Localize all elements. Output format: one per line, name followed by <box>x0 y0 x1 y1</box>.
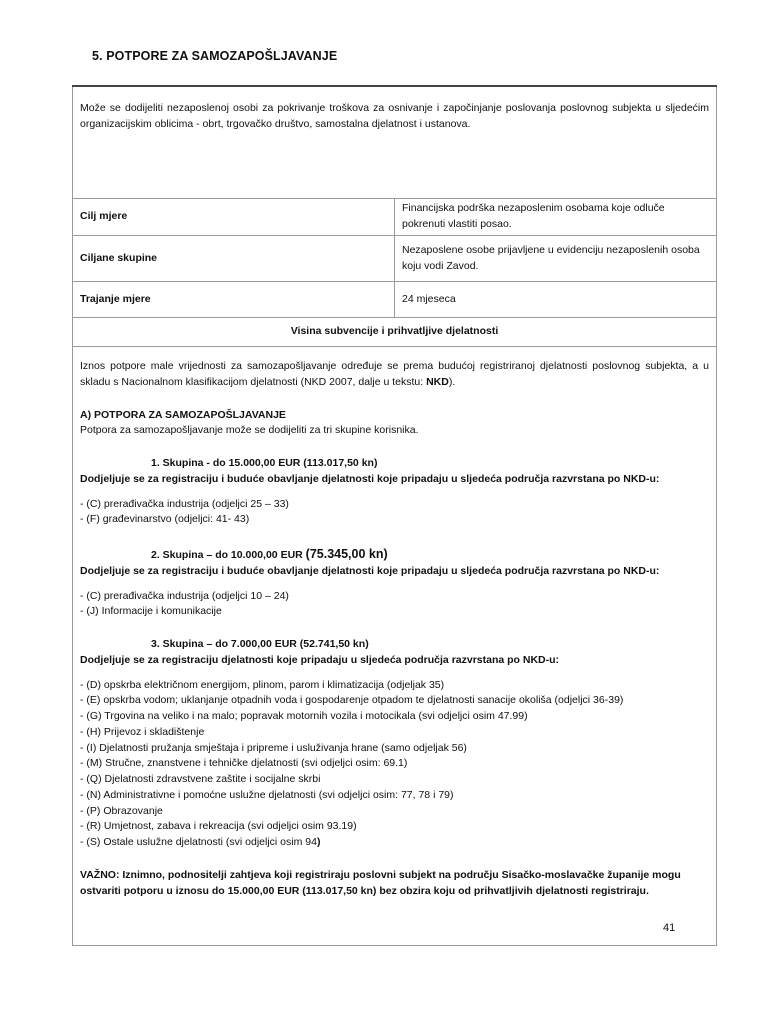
list-item: - (E) opskrba vodom; uklanjanje otpadnih voda i gospodarenje otpadom te djelatnosti sanacije okoliša (odjeljci 36-39) <box>80 694 624 707</box>
measure-table <box>72 85 717 946</box>
row-value: Nezaposlene osobe prijavljene u evidenciju nezaposlenih osoba koju vodi Zavod. <box>395 236 717 282</box>
group2-title-text: 2. Skupina – do 10.000,00 EUR <box>151 549 306 561</box>
row-value: Financijska podrška nezaposlenim osobama koje odluče pokrenuti vlastiti posao. <box>395 199 717 236</box>
list-item <box>80 835 709 851</box>
intro-text: Može se dodijeliti nezaposlenoj osobi za pokrivanje troškova za osnivanje i započinjanje poslovanja poslovnog subjekta u sljedećim organizacijskim oblicima - obrt, trgovačko društvo, samostalna djelatnost i ustanova. <box>80 102 709 130</box>
row-label: Trajanje mjere <box>73 282 395 318</box>
row-label: Ciljane skupine <box>73 236 395 282</box>
group2-desc: Dodjeljuje se za registraciju i buduće obavljanje djelatnosti koje pripadaju u sljedeća područja razvrstana po NKD-u: <box>80 564 660 577</box>
table-row <box>73 199 717 236</box>
table-row <box>73 236 717 282</box>
group2-title <box>80 545 709 564</box>
nkd-abbrev: NKD <box>426 375 449 388</box>
list-item: - (P) Obrazovanje <box>80 804 163 817</box>
group3-list <box>80 678 709 851</box>
list-item: - (R) Umjetnost, zabava i rekreacija (svi odjeljci osim 93.19) <box>80 820 357 833</box>
intro-paragraph-text: Iznos potpore male vrijednosti za samozapošljavanje određuje se prema budućoj registriranoj djelatnosti poslovnog subjekta, a u skladu s Nacionalnom klasifikacijom djelatnosti (NKD 2007, dalje u tekstu: <box>80 360 709 388</box>
list-item: - (D) opskrba električnom energijom, plinom, parom i klimatizacija (odjeljak 35) <box>80 678 445 691</box>
intro-paragraph-end: ). <box>448 375 456 388</box>
page-title: 5. POTPORE ZA SAMOZAPOŠLJAVANJE <box>92 49 338 63</box>
list-item: - (C) prerađivačka industrija (odjeljci 10 – 24) <box>80 589 289 602</box>
important-note: VAŽNO: Iznimno, podnositelji zahtjeva koji registriraju poslovni subjekt na području Sisačko-moslavačke županije mogu ostvariti potporu u iznosu do 15.000,00 EUR (113.017,50 kn) bez obzira koju od prihvatljivih djelatnosti registriraju. <box>80 868 681 897</box>
section-header-row <box>73 318 717 347</box>
group1-list <box>80 497 709 529</box>
intro-paragraph <box>80 359 709 391</box>
list-item: - (M) Stručne, znanstvene i tehničke djelatnosti (svi odjeljci osim: 69.1) <box>80 757 408 770</box>
table-row <box>73 282 717 318</box>
list-item: - (I) Djelatnosti pružanja smještaja i pripreme i usluživanja hrane (samo odjeljak 56) <box>80 741 467 754</box>
list-item: - (C) prerađivačka industrija (odjeljci 25 – 33) <box>80 497 289 510</box>
section-header: Visina subvencije i prihvatljive djelatnosti <box>73 318 717 347</box>
group1-desc: Dodjeljuje se za registraciju i buduće obavljanje djelatnosti koje pripadaju u sljedeća područja razvrstana po NKD-u: <box>80 472 660 485</box>
group3-desc: Dodjeljuje se za registraciju djelatnosti koje pripadaju u sljedeća područja razvrstana po NKD-u: <box>80 653 560 666</box>
subtitle-a: Potpora za samozapošljavanje može se dodijeliti za tri skupine korisnika. <box>80 424 419 437</box>
main-content-cell <box>73 347 717 946</box>
group3-title: 3. Skupina – do 7.000,00 EUR (52.741,50 kn) <box>151 638 369 650</box>
list-item: - (Q) Djelatnosti zdravstvene zaštite i socijalne skrbi <box>80 773 321 785</box>
list-item-text: - (S) Ostale uslužne djelatnosti (svi odjeljci osim 94 <box>80 836 317 848</box>
intro-cell <box>73 86 717 199</box>
list-item: - (H) Prijevoz i skladištenje <box>80 725 205 738</box>
list-item: - (F) građevinarstvo (odjeljci: 41- 43) <box>80 513 250 526</box>
list-item: - (J) Informacije i komunikacije <box>80 605 222 618</box>
heading-a: A) POTPORA ZA SAMOZAPOŠLJAVANJE <box>80 408 286 421</box>
group1-title: 1. Skupina - do 15.000,00 EUR (113.017,50 kn) <box>151 457 378 469</box>
page-number: 41 <box>663 922 676 934</box>
row-label: Cilj mjere <box>73 199 395 236</box>
group2-title-kn: (75.345,00 kn) <box>305 547 388 561</box>
group2-list <box>80 589 709 621</box>
list-item: - (N) Administrativne i pomoćne uslužne djelatnosti (svi odjeljci osim: 77, 78 i 79) <box>80 788 454 801</box>
row-value: 24 mjeseca <box>395 282 717 318</box>
list-item-end: ) <box>316 836 321 848</box>
list-item: - (G) Trgovina na veliko i na malo; popravak motornih vozila i motocikala (svi odjeljci osim 47.99) <box>80 710 528 722</box>
